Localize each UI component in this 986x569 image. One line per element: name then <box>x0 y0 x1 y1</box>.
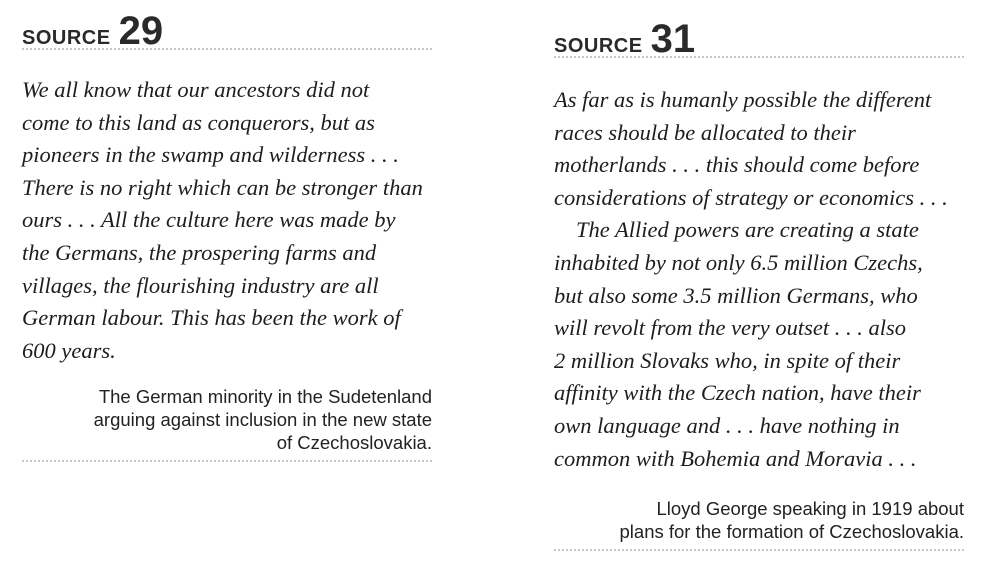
source-31-quote <box>554 84 964 475</box>
source-29-heading <box>22 9 432 53</box>
quote-line: the Germans, the prospering farms and <box>22 239 377 265</box>
quote-line: come to this land as conquerors, but as <box>22 109 375 135</box>
quote-line: As far as is humanly possible the different <box>554 87 932 112</box>
quote-line: considerations of strategy or economics . . . <box>554 184 948 210</box>
quote-line: own language and . . . have nothing in <box>554 412 900 438</box>
quote-line: German labour. This has been the work of <box>22 305 401 331</box>
quote-line: 2 million Slovaks who, in spite of their <box>554 347 901 373</box>
attribution-line: of Czechoslovakia. <box>276 432 432 454</box>
attribution-line: plans for the formation of Czechoslovakia. <box>619 521 964 543</box>
source-29-label: SOURCE <box>22 27 111 49</box>
quote-line: races should be allocated to their <box>554 119 856 145</box>
quote-line: We all know that our ancestors did not <box>22 77 370 102</box>
source-29-panel <box>22 9 432 462</box>
source-31-label: SOURCE <box>554 35 643 57</box>
quote-line: There is no right which can be stronger than <box>22 174 423 200</box>
quote-line: will revolt from the very outset . . . also <box>554 315 907 341</box>
quote-line: pioneers in the swamp and wilderness . . . <box>22 142 399 168</box>
source-31-number: 31 <box>650 17 696 61</box>
quote-line: The Allied powers are creating a state <box>576 217 919 243</box>
source-29-quote <box>22 74 432 367</box>
attribution-line: arguing against inclusion in the new state <box>93 409 432 431</box>
quote-line: ours . . . All the culture here was made by <box>22 207 396 233</box>
source-31-attribution <box>554 497 964 551</box>
source-31-heading <box>554 17 964 61</box>
quote-line: common with Bohemia and Moravia . . . <box>554 445 917 471</box>
quote-line: affinity with the Czech nation, have their <box>554 380 921 406</box>
source-29-attribution <box>22 385 432 462</box>
quote-line: villages, the flourishing industry are all <box>22 272 379 298</box>
quote-line: motherlands . . . this should come before <box>554 152 920 178</box>
source-31-panel <box>554 17 964 551</box>
attribution-line: The German minority in the Sudetenland <box>98 386 432 408</box>
quote-line: but also some 3.5 million Germans, who <box>554 282 918 308</box>
source-29-number: 29 <box>118 9 164 53</box>
quote-line: inhabited by not only 6.5 million Czechs, <box>554 249 923 275</box>
attribution-line: Lloyd George speaking in 1919 about <box>656 498 964 520</box>
quote-line: 600 years. <box>22 337 116 363</box>
